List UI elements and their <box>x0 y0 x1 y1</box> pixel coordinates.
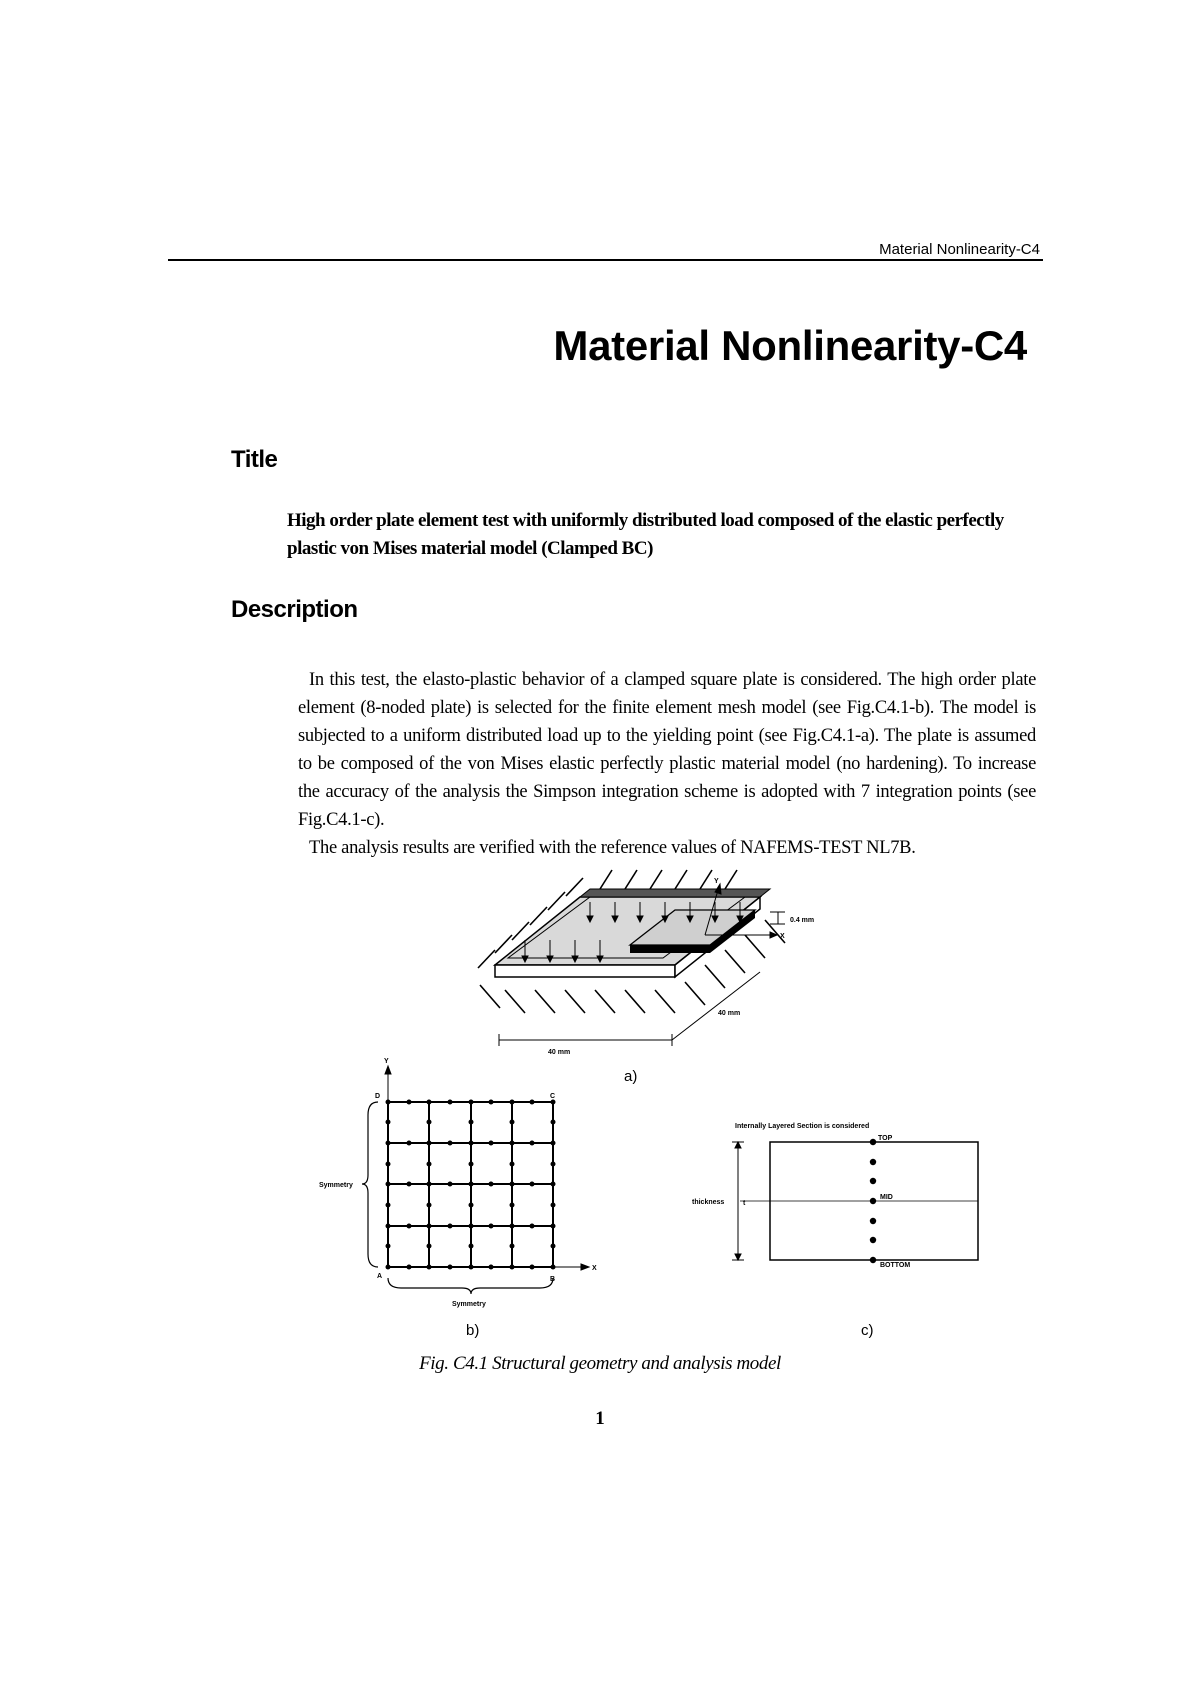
title-text: High order plate element test with uniformly distributed load composed of the elastic perfectly plastic von Mises material model (Clamped BC) <box>287 510 1004 559</box>
page-title: Material Nonlinearity-C4 <box>553 322 1027 369</box>
figure-caption: Fig. C4.1 Structural geometry and analysis model <box>419 1353 781 1374</box>
corner-d-label: D <box>375 1093 381 1100</box>
plate-axis-x-label: X <box>780 933 785 940</box>
thickness-dimension: 0.4 mm <box>790 917 815 924</box>
bottom-label: BOTTOM <box>880 1262 911 1269</box>
corner-b-label: B <box>550 1276 556 1283</box>
section-heading-description: Description <box>231 596 358 623</box>
mid-label: MID <box>880 1194 893 1201</box>
mesh-axis-x-label: X <box>592 1265 597 1272</box>
plate-isometric-diagram <box>478 870 814 1085</box>
page-number: 1 <box>595 1408 605 1429</box>
panel-b-label: b) <box>466 1322 480 1339</box>
top-label: TOP <box>878 1135 893 1142</box>
panel-c-label: c) <box>861 1322 874 1339</box>
symmetry-bottom-label: Symmetry <box>452 1301 486 1308</box>
width-dimension: 40 mm <box>548 1049 571 1056</box>
layered-section-diagram <box>692 1123 978 1339</box>
section-heading-title: Title <box>231 446 278 473</box>
verification-sentence: The analysis results are verified with the reference values of NAFEMS-TEST NL7B. <box>309 838 916 858</box>
corner-c-label: C <box>550 1093 556 1100</box>
thickness-label: thickness <box>692 1199 725 1206</box>
running-header: Material Nonlinearity-C4 <box>879 241 1040 258</box>
panel-a-label: a) <box>624 1068 638 1085</box>
plate-axis-y-label: Y <box>714 878 719 885</box>
symmetry-left-label: Symmetry <box>319 1182 353 1189</box>
thickness-symbol: t <box>743 1200 746 1207</box>
corner-a-label: A <box>377 1273 383 1280</box>
side-dimension: 40 mm <box>718 1010 741 1017</box>
mesh-diagram <box>319 1058 597 1339</box>
section-heading: Internally Layered Section is considered <box>735 1123 870 1130</box>
description-paragraph: In this test, the elasto-plastic behavior of a clamped square plate is considered. The high order plate element (8-noded plate) is selected for the finite element mesh model (see Fig.C4.1-b). The model is subjected to a uniform distributed load up to the yielding point (see Fig.C4.1-a). The plate is assumed to be composed of the von Mises elastic perfectly plastic material model (no hardening). To increase the accuracy of the analysis the Simpson integration scheme is adopted with 7 integration points (see Fig.C4.1-c). <box>298 670 1036 830</box>
mesh-axis-y-label: Y <box>384 1058 389 1065</box>
